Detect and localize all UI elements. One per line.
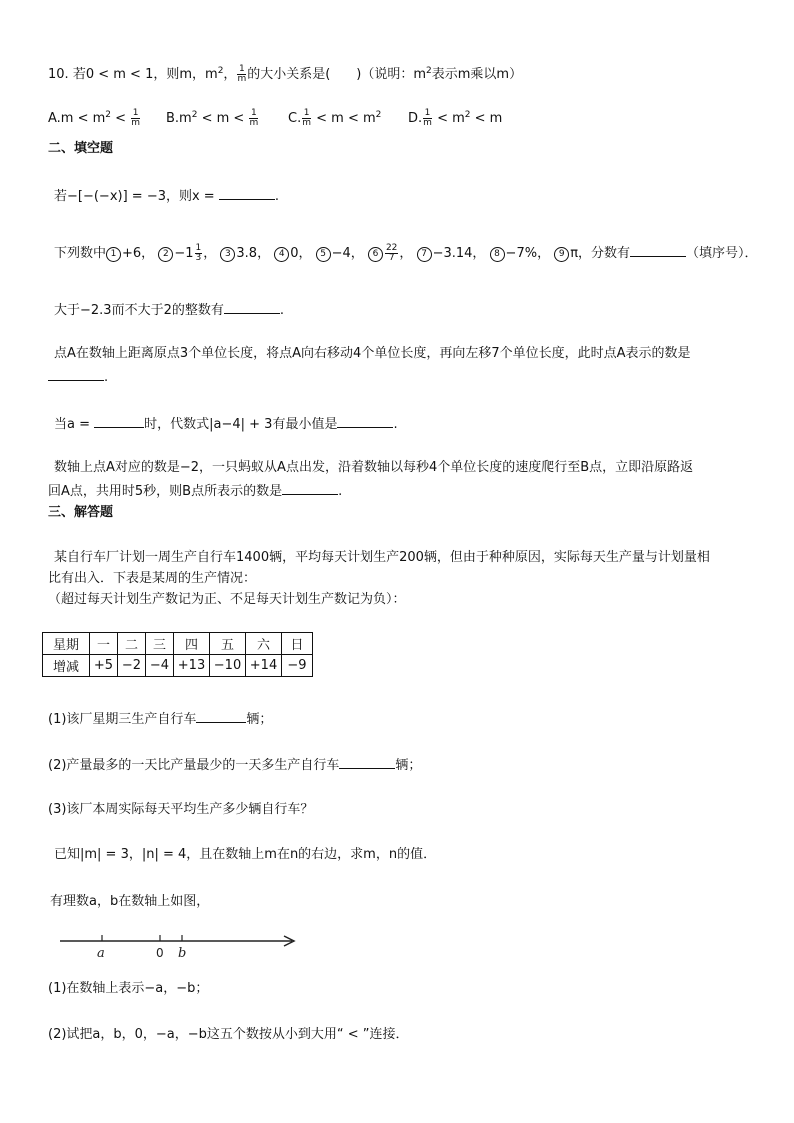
table-header-cell: 一 xyxy=(90,633,118,655)
table-header-cell: 日 xyxy=(282,633,313,655)
option-text: < m < m xyxy=(312,111,376,126)
number-item: −1 xyxy=(174,246,194,261)
fill-question-4-cont xyxy=(48,366,108,387)
number-item: +6， xyxy=(122,246,155,261)
question-text: （填序号）． xyxy=(686,246,758,261)
option-text: < xyxy=(111,111,131,126)
solve-1-text: 某自行车厂计划一周生产自行车1400辆，平均每天计划生产200辆，但由于种种原因，实际每天生产量与计划量相 xyxy=(54,550,710,565)
label-a: a xyxy=(97,946,105,961)
table-row xyxy=(43,633,313,655)
table-header-cell: 星期 xyxy=(43,633,90,655)
solve-3-q1: (1)在数轴上表示−a，−b； xyxy=(48,981,209,996)
table-cell: −9 xyxy=(282,655,313,677)
superscript: 2 xyxy=(426,66,432,76)
option-a xyxy=(48,106,141,128)
label-b: b xyxy=(178,946,187,961)
question-number: 10. xyxy=(48,67,69,82)
option-text: < m < xyxy=(197,111,249,126)
superscript: 2 xyxy=(191,110,198,120)
fill-question-6: 数轴上点A对应的数是−2，一只蚂蚁从A点出发，沿着数轴以每秒4个单位长度的速度爬行至B点，立即沿原路返 xyxy=(54,460,694,475)
fraction-denominator: m xyxy=(302,118,311,128)
question-text: 若−[−(−x)] = −3，则x = xyxy=(54,189,219,204)
question-text: (2)产量最多的一天比产量最少的一天多生产自行车 xyxy=(48,758,340,773)
table-cell: −10 xyxy=(210,655,246,677)
question-10 xyxy=(48,62,522,84)
number-line-figure xyxy=(56,930,306,966)
fraction-numerator: 1 xyxy=(303,108,310,118)
fraction-denominator: 7 xyxy=(388,253,395,263)
superscript: 2 xyxy=(464,110,471,120)
solve-2-text: 已知|m| = 3，|n| = 4，且在数轴上m在n的右边，求m，n的值． xyxy=(54,847,437,862)
production-table xyxy=(42,632,313,677)
question-text: 辆； xyxy=(395,758,422,773)
option-d xyxy=(408,106,502,128)
circled-number: 9 xyxy=(554,247,569,262)
solve-1-text: 比有出入．下表是某周的生产情况： xyxy=(48,571,257,586)
question-text: π，分数有 xyxy=(570,246,631,261)
option-text: B.m xyxy=(166,111,192,126)
superscript: 2 xyxy=(375,110,382,120)
question-text: 大于−2.3而不大于2的整数有 xyxy=(54,303,224,318)
fill-question-3 xyxy=(54,299,284,320)
superscript: 2 xyxy=(217,66,224,76)
question-text: 的大小关系是( )（说明：m xyxy=(247,67,427,82)
fraction-denominator: m xyxy=(131,118,140,128)
number-item: 0， xyxy=(290,246,312,261)
fraction xyxy=(131,109,140,128)
fraction-numerator: 1 xyxy=(424,108,431,118)
table-cell: +14 xyxy=(246,655,282,677)
question-text: 辆； xyxy=(246,712,273,727)
circled-number: 3 xyxy=(220,247,235,262)
circled-number: 5 xyxy=(316,247,331,262)
solve-1-text: （超过每天计划生产数记为正、不足每天计划生产数记为负）： xyxy=(48,592,406,607)
table-header-cell: 二 xyxy=(118,633,146,655)
option-text: C. xyxy=(288,111,302,126)
circled-number: 1 xyxy=(106,247,121,262)
option-b xyxy=(166,106,259,128)
option-c xyxy=(288,106,381,128)
fraction xyxy=(195,244,203,263)
question-text: . xyxy=(279,303,284,318)
answer-blank[interactable] xyxy=(339,754,395,769)
fraction-denominator: 3 xyxy=(195,253,202,263)
number-item: −4， xyxy=(331,246,364,261)
option-text: < m xyxy=(470,111,503,126)
fill-question-2 xyxy=(54,242,758,263)
answer-blank[interactable] xyxy=(196,708,246,723)
fill-question-5 xyxy=(54,413,398,434)
solve-3-text: 有理数a，b在数轴上如图， xyxy=(50,894,210,909)
fraction-denominator: m xyxy=(423,118,432,128)
question-text: 当a = xyxy=(54,417,95,432)
answer-blank[interactable] xyxy=(630,242,686,257)
circled-number: 2 xyxy=(158,247,173,262)
question-text: 表示m乘以m） xyxy=(431,67,523,82)
answer-blank[interactable] xyxy=(282,480,338,495)
question-text: . xyxy=(338,484,343,499)
question-text: ， xyxy=(223,67,237,82)
number-item: ， xyxy=(203,246,217,261)
question-text: 时，代数式|a−4| + 3有最小值是 xyxy=(144,417,338,432)
question-text: . xyxy=(104,370,109,385)
question-text: (1)该厂星期三生产自行车 xyxy=(48,712,197,727)
fraction xyxy=(302,109,311,128)
circled-number: 6 xyxy=(368,247,383,262)
question-text: . xyxy=(393,417,398,432)
answer-blank[interactable] xyxy=(224,299,280,314)
circled-number: 7 xyxy=(417,247,432,262)
section-heading-solve: 三、解答题 xyxy=(48,505,114,520)
solve-1-q1 xyxy=(48,708,272,729)
table-row xyxy=(43,655,313,677)
question-text: 回A点，共用时5秒，则B点所表示的数是 xyxy=(48,484,283,499)
superscript: 2 xyxy=(105,110,112,120)
number-item: −3.14， xyxy=(432,246,486,261)
table-cell: −2 xyxy=(118,655,146,677)
number-item: ， xyxy=(399,246,413,261)
table-cell: +13 xyxy=(174,655,210,677)
fraction-denominator: m xyxy=(249,118,259,128)
question-text: 若0 < m < 1，则m，m xyxy=(72,67,218,82)
question-text: . xyxy=(274,189,279,204)
table-cell: 增减 xyxy=(43,655,90,677)
number-item: 3.8， xyxy=(236,246,271,261)
fraction xyxy=(249,109,258,128)
fraction xyxy=(423,109,432,128)
table-header-cell: 四 xyxy=(174,633,210,655)
fill-question-6-cont xyxy=(48,480,342,501)
solve-3-q2: (2)试把a，b，0，−a，−b这五个数按从小到大用“ < ”连接． xyxy=(48,1027,409,1042)
table-cell: +5 xyxy=(90,655,118,677)
table-header-cell: 三 xyxy=(146,633,174,655)
option-text: < m xyxy=(432,111,465,126)
option-text: A.m < m xyxy=(48,111,106,126)
table-header-cell: 五 xyxy=(210,633,246,655)
circled-number: 4 xyxy=(274,247,289,262)
solve-1-q2 xyxy=(48,754,421,775)
answer-blank[interactable] xyxy=(219,185,275,200)
fraction-numerator: 1 xyxy=(238,64,245,74)
table-header-cell: 六 xyxy=(246,633,282,655)
fraction-numerator: 22 xyxy=(385,243,398,253)
question-text: 下列数中 xyxy=(54,246,107,261)
answer-blank[interactable] xyxy=(48,366,104,381)
fill-question-1 xyxy=(54,185,279,206)
answer-blank[interactable] xyxy=(337,413,393,428)
section-heading-fill-blank: 二、填空题 xyxy=(48,141,114,156)
answer-blank[interactable] xyxy=(94,413,144,428)
fraction xyxy=(237,65,246,84)
solve-1-q3: (3)该厂本周实际每天平均生产多少辆自行车？ xyxy=(48,802,314,817)
fill-question-4: 点A在数轴上距离原点3个单位长度，将点A向右移动4个单位长度，再向左移7个单位长度，此时点A表示的数是 xyxy=(54,346,691,361)
option-text: D. xyxy=(408,111,423,126)
fraction-numerator: 1 xyxy=(132,108,139,118)
label-zero: 0 xyxy=(156,946,164,960)
table-cell: −4 xyxy=(146,655,174,677)
circled-number: 8 xyxy=(490,247,505,262)
fraction-numerator: 1 xyxy=(250,108,257,118)
fraction-numerator: 1 xyxy=(195,243,202,253)
fraction xyxy=(385,244,398,263)
number-item: −7%， xyxy=(505,246,551,261)
fraction-denominator: m xyxy=(237,74,247,84)
